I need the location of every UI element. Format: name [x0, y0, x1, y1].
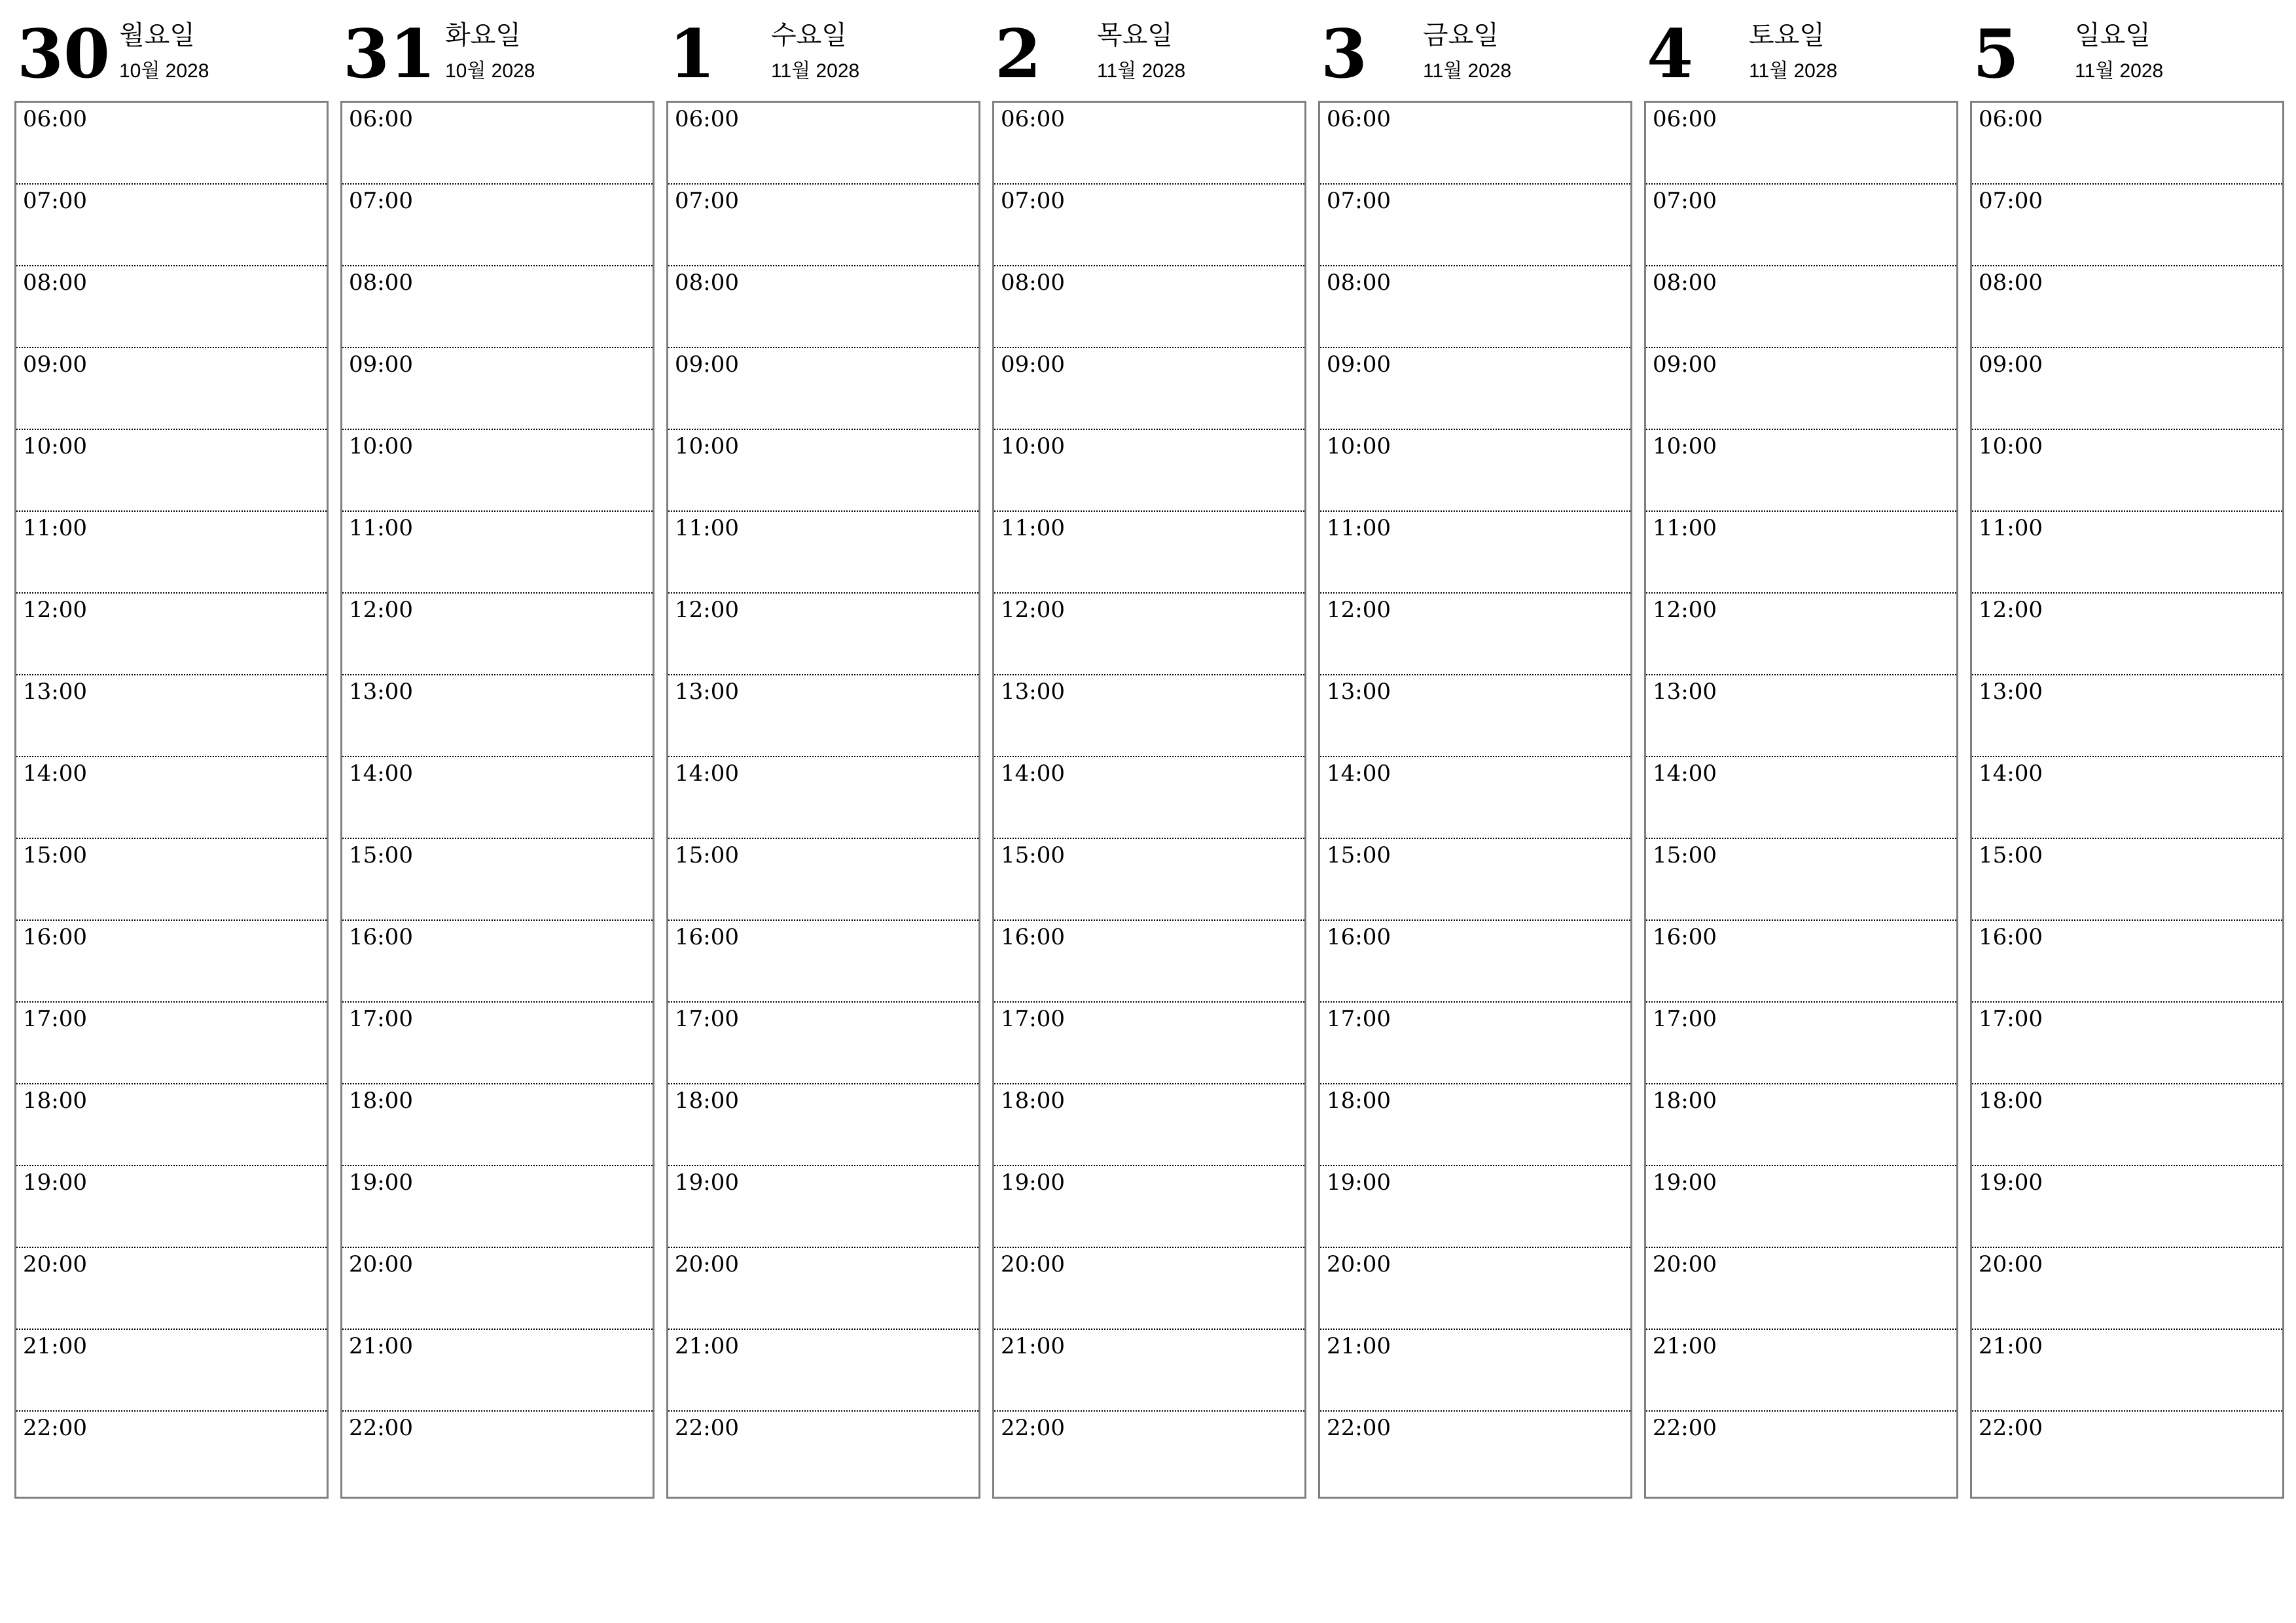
time-slot[interactable]: [668, 185, 978, 266]
time-slot-label: 20:00: [1653, 1251, 1717, 1277]
time-slot-label: 09:00: [675, 351, 739, 378]
time-slot[interactable]: [1320, 1330, 1630, 1412]
time-slot-label: 18:00: [1653, 1088, 1717, 1114]
time-slot-label: 15:00: [1327, 842, 1391, 868]
time-slot[interactable]: [1972, 1084, 2282, 1166]
time-slot-label: 22:00: [675, 1415, 739, 1441]
time-slot-label: 22:00: [23, 1415, 87, 1441]
time-slot[interactable]: [342, 430, 653, 512]
time-slot-label: 09:00: [23, 351, 87, 378]
month-year-label: 11월 2028: [2075, 60, 2164, 82]
month-year-label: 11월 2028: [1097, 60, 1186, 82]
weekday-label: 목요일: [1097, 20, 1173, 50]
time-slot-label: 14:00: [1327, 760, 1391, 787]
time-slot-label: 13:00: [675, 679, 739, 705]
time-slot-label: 12:00: [1327, 597, 1391, 623]
time-slot[interactable]: [1320, 430, 1630, 512]
time-slot[interactable]: [1320, 103, 1630, 185]
month-year-label: 10월 2028: [445, 60, 535, 82]
time-slot[interactable]: [16, 1084, 327, 1166]
time-slot[interactable]: [1646, 839, 1956, 921]
time-slot[interactable]: [1972, 348, 2282, 430]
time-slot[interactable]: [1320, 348, 1630, 430]
time-slot[interactable]: [1646, 348, 1956, 430]
day-schedule-box: [1644, 101, 1958, 1499]
time-slot[interactable]: [1646, 675, 1956, 757]
time-slot[interactable]: [1646, 266, 1956, 348]
time-slot[interactable]: [16, 1166, 327, 1248]
time-slot[interactable]: [1972, 185, 2282, 266]
time-slot-label: 16:00: [1327, 924, 1391, 950]
time-slot[interactable]: [1972, 921, 2282, 1003]
time-slot-label: 11:00: [1979, 515, 2043, 541]
time-slot[interactable]: [16, 185, 327, 266]
time-slot-label: 14:00: [23, 760, 87, 787]
time-slot[interactable]: [994, 921, 1304, 1003]
time-slot[interactable]: [16, 103, 327, 185]
time-slot[interactable]: [1646, 103, 1956, 185]
time-slot[interactable]: [994, 185, 1304, 266]
time-slot-label: 18:00: [675, 1088, 739, 1114]
time-slot[interactable]: [1972, 675, 2282, 757]
time-slot-label: 06:00: [349, 106, 413, 132]
time-slot-label: 09:00: [1327, 351, 1391, 378]
time-slot-label: 08:00: [1979, 270, 2043, 296]
time-slot-label: 11:00: [675, 515, 739, 541]
time-slot-label: 21:00: [349, 1333, 413, 1359]
time-slot[interactable]: [342, 1003, 653, 1084]
time-slot-label: 06:00: [675, 106, 739, 132]
time-slot[interactable]: [342, 594, 653, 675]
time-slot[interactable]: [994, 757, 1304, 839]
time-slot-label: 13:00: [1327, 679, 1391, 705]
time-slot-label: 15:00: [1979, 842, 2043, 868]
time-slot-label: 07:00: [23, 188, 87, 214]
time-slot-label: 13:00: [1979, 679, 2043, 705]
time-slot-label: 12:00: [1653, 597, 1717, 623]
time-slot-label: 11:00: [349, 515, 413, 541]
time-slot[interactable]: [16, 839, 327, 921]
day-header: [666, 13, 979, 101]
time-slot[interactable]: [1646, 185, 1956, 266]
time-slot[interactable]: [1646, 1084, 1956, 1166]
weekday-label: 월요일: [119, 20, 195, 50]
time-slot[interactable]: [1646, 1248, 1956, 1330]
time-slot-label: 18:00: [1979, 1088, 2043, 1114]
time-slot[interactable]: [16, 1003, 327, 1084]
time-slot[interactable]: [668, 103, 978, 185]
time-slot[interactable]: [994, 839, 1304, 921]
time-slot[interactable]: [668, 1248, 978, 1330]
weekday-label: 토요일: [1749, 20, 1825, 50]
time-slot-label: 19:00: [1979, 1169, 2043, 1196]
time-slot-label: 22:00: [1001, 1415, 1065, 1441]
day-schedule-box: [14, 101, 329, 1499]
time-slot-label: 10:00: [1327, 433, 1391, 459]
day-header: [1644, 13, 1957, 101]
time-slot-label: 18:00: [1327, 1088, 1391, 1114]
time-slot[interactable]: [1320, 1248, 1630, 1330]
time-slot[interactable]: [1646, 1003, 1956, 1084]
time-slot-label: 12:00: [23, 597, 87, 623]
time-slot-label: 06:00: [1001, 106, 1065, 132]
time-slot-label: 09:00: [1979, 351, 2043, 378]
time-slot-label: 10:00: [23, 433, 87, 459]
time-slot[interactable]: [1320, 1166, 1630, 1248]
time-slot[interactable]: [16, 757, 327, 839]
time-slot[interactable]: [1972, 1330, 2282, 1412]
time-slot-label: 22:00: [349, 1415, 413, 1441]
time-slot[interactable]: [668, 839, 978, 921]
time-slot[interactable]: [1320, 185, 1630, 266]
time-slot[interactable]: [994, 1166, 1304, 1248]
time-slot[interactable]: [1320, 1003, 1630, 1084]
time-slot[interactable]: [668, 1166, 978, 1248]
time-slot[interactable]: [668, 266, 978, 348]
time-slot[interactable]: [994, 1330, 1304, 1412]
time-slot-label: 19:00: [1327, 1169, 1391, 1196]
day-number: 4: [1647, 15, 1693, 94]
time-slot-label: 08:00: [1653, 270, 1717, 296]
weekday-label: 금요일: [1423, 20, 1499, 50]
time-slot-label: 21:00: [1001, 1333, 1065, 1359]
time-slot[interactable]: [1646, 430, 1956, 512]
time-slot-label: 13:00: [1653, 679, 1717, 705]
time-slot-label: 07:00: [675, 188, 739, 214]
time-slot-label: 09:00: [349, 351, 413, 378]
time-slot-label: 19:00: [1001, 1169, 1065, 1196]
time-slot[interactable]: [1972, 1248, 2282, 1330]
time-slot-label: 11:00: [1001, 515, 1065, 541]
time-slot-label: 17:00: [349, 1006, 413, 1032]
time-slot-label: 10:00: [349, 433, 413, 459]
time-slot[interactable]: [342, 839, 653, 921]
month-year-label: 11월 2028: [1423, 60, 1512, 82]
time-slot[interactable]: [1972, 1003, 2282, 1084]
time-slot[interactable]: [16, 266, 327, 348]
time-slot-label: 17:00: [1979, 1006, 2043, 1032]
time-slot-label: 18:00: [349, 1088, 413, 1114]
time-slot[interactable]: [1646, 1166, 1956, 1248]
time-slot[interactable]: [342, 1330, 653, 1412]
time-slot-label: 19:00: [349, 1169, 413, 1196]
day-schedule-box: [666, 101, 980, 1499]
time-slot[interactable]: [1646, 1412, 1956, 1493]
time-slot[interactable]: [342, 1412, 653, 1493]
time-slot[interactable]: [994, 512, 1304, 594]
day-number: 5: [1973, 15, 2019, 94]
time-slot[interactable]: [1972, 103, 2282, 185]
time-slot-label: 20:00: [1001, 1251, 1065, 1277]
day-column: [666, 13, 979, 1499]
time-slot[interactable]: [342, 675, 653, 757]
time-slot[interactable]: [668, 675, 978, 757]
time-slot[interactable]: [1320, 839, 1630, 921]
time-slot[interactable]: [342, 266, 653, 348]
time-slot[interactable]: [994, 675, 1304, 757]
day-schedule-box: [1970, 101, 2284, 1499]
time-slot-label: 16:00: [1979, 924, 2043, 950]
time-slot-label: 14:00: [675, 760, 739, 787]
day-schedule-box: [1318, 101, 1632, 1499]
day-header: [1970, 13, 2283, 101]
time-slot-label: 17:00: [1327, 1006, 1391, 1032]
day-header: [14, 13, 327, 101]
time-slot[interactable]: [342, 185, 653, 266]
time-slot-label: 12:00: [349, 597, 413, 623]
time-slot-label: 18:00: [1001, 1088, 1065, 1114]
time-slot[interactable]: [342, 1166, 653, 1248]
time-slot-label: 16:00: [1653, 924, 1717, 950]
time-slot-label: 22:00: [1979, 1415, 2043, 1441]
time-slot-label: 21:00: [675, 1333, 739, 1359]
time-slot[interactable]: [994, 348, 1304, 430]
time-slot-label: 08:00: [675, 270, 739, 296]
time-slot-label: 17:00: [1653, 1006, 1717, 1032]
month-year-label: 11월 2028: [771, 60, 860, 82]
time-slot[interactable]: [342, 921, 653, 1003]
time-slot[interactable]: [1320, 594, 1630, 675]
time-slot-label: 11:00: [1653, 515, 1717, 541]
time-slot-label: 21:00: [1653, 1333, 1717, 1359]
time-slot-label: 17:00: [23, 1006, 87, 1032]
day-schedule-box: [992, 101, 1306, 1499]
time-slot[interactable]: [342, 757, 653, 839]
day-header: [1318, 13, 1631, 101]
day-number: 2: [995, 15, 1041, 94]
time-slot[interactable]: [1646, 594, 1956, 675]
time-slot-label: 19:00: [1653, 1169, 1717, 1196]
time-slot[interactable]: [1972, 430, 2282, 512]
day-column: [1318, 13, 1631, 1499]
time-slot-label: 20:00: [1327, 1251, 1391, 1277]
time-slot-label: 16:00: [1001, 924, 1065, 950]
time-slot[interactable]: [1972, 1412, 2282, 1493]
day-column: [992, 13, 1305, 1499]
day-number: 3: [1321, 15, 1367, 94]
time-slot-label: 10:00: [675, 433, 739, 459]
time-slot-label: 06:00: [1327, 106, 1391, 132]
time-slot-label: 20:00: [349, 1251, 413, 1277]
time-slot[interactable]: [1646, 1330, 1956, 1412]
time-slot-label: 15:00: [1653, 842, 1717, 868]
time-slot-label: 22:00: [1653, 1415, 1717, 1441]
time-slot-label: 16:00: [349, 924, 413, 950]
time-slot[interactable]: [16, 1248, 327, 1330]
time-slot-label: 10:00: [1653, 433, 1717, 459]
time-slot-label: 14:00: [1653, 760, 1717, 787]
time-slot-label: 19:00: [23, 1169, 87, 1196]
time-slot[interactable]: [342, 512, 653, 594]
time-slot[interactable]: [16, 1330, 327, 1412]
time-slot-label: 15:00: [675, 842, 739, 868]
time-slot[interactable]: [668, 1084, 978, 1166]
time-slot[interactable]: [342, 1084, 653, 1166]
time-slot[interactable]: [994, 594, 1304, 675]
time-slot-label: 20:00: [1979, 1251, 2043, 1277]
time-slot-label: 15:00: [349, 842, 413, 868]
time-slot[interactable]: [1320, 757, 1630, 839]
time-slot[interactable]: [668, 757, 978, 839]
time-slot-label: 12:00: [1979, 597, 2043, 623]
time-slot[interactable]: [1972, 512, 2282, 594]
time-slot-label: 21:00: [23, 1333, 87, 1359]
time-slot-label: 13:00: [349, 679, 413, 705]
time-slot[interactable]: [1972, 1166, 2282, 1248]
time-slot-label: 15:00: [1001, 842, 1065, 868]
day-column: [340, 13, 653, 1499]
time-slot-label: 10:00: [1979, 433, 2043, 459]
day-column: [14, 13, 327, 1499]
time-slot[interactable]: [1320, 675, 1630, 757]
time-slot-label: 13:00: [1001, 679, 1065, 705]
time-slot[interactable]: [1972, 594, 2282, 675]
day-column: [1644, 13, 1957, 1499]
time-slot[interactable]: [342, 103, 653, 185]
time-slot-label: 11:00: [23, 515, 87, 541]
time-slot-label: 07:00: [1979, 188, 2043, 214]
time-slot-label: 08:00: [1001, 270, 1065, 296]
time-slot[interactable]: [1320, 266, 1630, 348]
time-slot-label: 09:00: [1653, 351, 1717, 378]
time-slot[interactable]: [668, 512, 978, 594]
time-slot[interactable]: [16, 921, 327, 1003]
time-slot[interactable]: [16, 1412, 327, 1493]
day-number: 31: [343, 15, 436, 94]
time-slot-label: 06:00: [23, 106, 87, 132]
time-slot-label: 10:00: [1001, 433, 1065, 459]
time-slot[interactable]: [668, 594, 978, 675]
day-column: [1970, 13, 2283, 1499]
time-slot-label: 20:00: [23, 1251, 87, 1277]
month-year-label: 10월 2028: [119, 60, 209, 82]
time-slot-label: 06:00: [1979, 106, 2043, 132]
time-slot-label: 12:00: [1001, 597, 1065, 623]
time-slot[interactable]: [342, 348, 653, 430]
weekday-label: 화요일: [445, 20, 521, 50]
time-slot-label: 07:00: [1653, 188, 1717, 214]
time-slot[interactable]: [668, 430, 978, 512]
time-slot-label: 08:00: [349, 270, 413, 296]
time-slot-label: 12:00: [675, 597, 739, 623]
time-slot[interactable]: [994, 266, 1304, 348]
time-slot[interactable]: [1320, 1412, 1630, 1493]
time-slot[interactable]: [1646, 921, 1956, 1003]
weekly-planner: [14, 13, 2291, 1499]
time-slot[interactable]: [16, 348, 327, 430]
time-slot[interactable]: [668, 1412, 978, 1493]
day-number: 1: [669, 15, 715, 94]
time-slot-label: 08:00: [23, 270, 87, 296]
time-slot-label: 22:00: [1327, 1415, 1391, 1441]
time-slot[interactable]: [994, 1003, 1304, 1084]
time-slot[interactable]: [16, 430, 327, 512]
time-slot[interactable]: [668, 348, 978, 430]
time-slot-label: 11:00: [1327, 515, 1391, 541]
time-slot-label: 21:00: [1979, 1333, 2043, 1359]
time-slot[interactable]: [16, 675, 327, 757]
time-slot-label: 19:00: [675, 1169, 739, 1196]
time-slot-label: 15:00: [23, 842, 87, 868]
time-slot-label: 20:00: [675, 1251, 739, 1277]
time-slot-label: 16:00: [23, 924, 87, 950]
time-slot[interactable]: [1646, 757, 1956, 839]
time-slot-label: 13:00: [23, 679, 87, 705]
time-slot-label: 06:00: [1653, 106, 1717, 132]
time-slot[interactable]: [1320, 921, 1630, 1003]
time-slot[interactable]: [1320, 1084, 1630, 1166]
time-slot-label: 17:00: [1001, 1006, 1065, 1032]
time-slot[interactable]: [1972, 266, 2282, 348]
time-slot[interactable]: [1320, 512, 1630, 594]
time-slot[interactable]: [16, 594, 327, 675]
time-slot-label: 18:00: [23, 1088, 87, 1114]
weekday-label: 수요일: [771, 20, 847, 50]
time-slot[interactable]: [1646, 512, 1956, 594]
day-header: [992, 13, 1305, 101]
time-slot[interactable]: [342, 1248, 653, 1330]
time-slot[interactable]: [994, 103, 1304, 185]
day-header: [340, 13, 653, 101]
time-slot[interactable]: [668, 1003, 978, 1084]
time-slot[interactable]: [994, 430, 1304, 512]
time-slot-label: 07:00: [349, 188, 413, 214]
time-slot[interactable]: [668, 921, 978, 1003]
time-slot[interactable]: [994, 1248, 1304, 1330]
time-slot-label: 16:00: [675, 924, 739, 950]
time-slot-label: 07:00: [1001, 188, 1065, 214]
time-slot[interactable]: [16, 512, 327, 594]
time-slot-label: 14:00: [349, 760, 413, 787]
weekday-label: 일요일: [2075, 20, 2151, 50]
time-slot-label: 14:00: [1001, 760, 1065, 787]
day-schedule-box: [340, 101, 655, 1499]
day-number: 30: [17, 15, 110, 94]
time-slot[interactable]: [1972, 757, 2282, 839]
time-slot-label: 08:00: [1327, 270, 1391, 296]
time-slot-label: 17:00: [675, 1006, 739, 1032]
time-slot[interactable]: [994, 1412, 1304, 1493]
time-slot-label: 09:00: [1001, 351, 1065, 378]
time-slot[interactable]: [668, 1330, 978, 1412]
time-slot-label: 21:00: [1327, 1333, 1391, 1359]
time-slot-label: 07:00: [1327, 188, 1391, 214]
time-slot-label: 14:00: [1979, 760, 2043, 787]
time-slot[interactable]: [1972, 839, 2282, 921]
month-year-label: 11월 2028: [1749, 60, 1838, 82]
time-slot[interactable]: [994, 1084, 1304, 1166]
